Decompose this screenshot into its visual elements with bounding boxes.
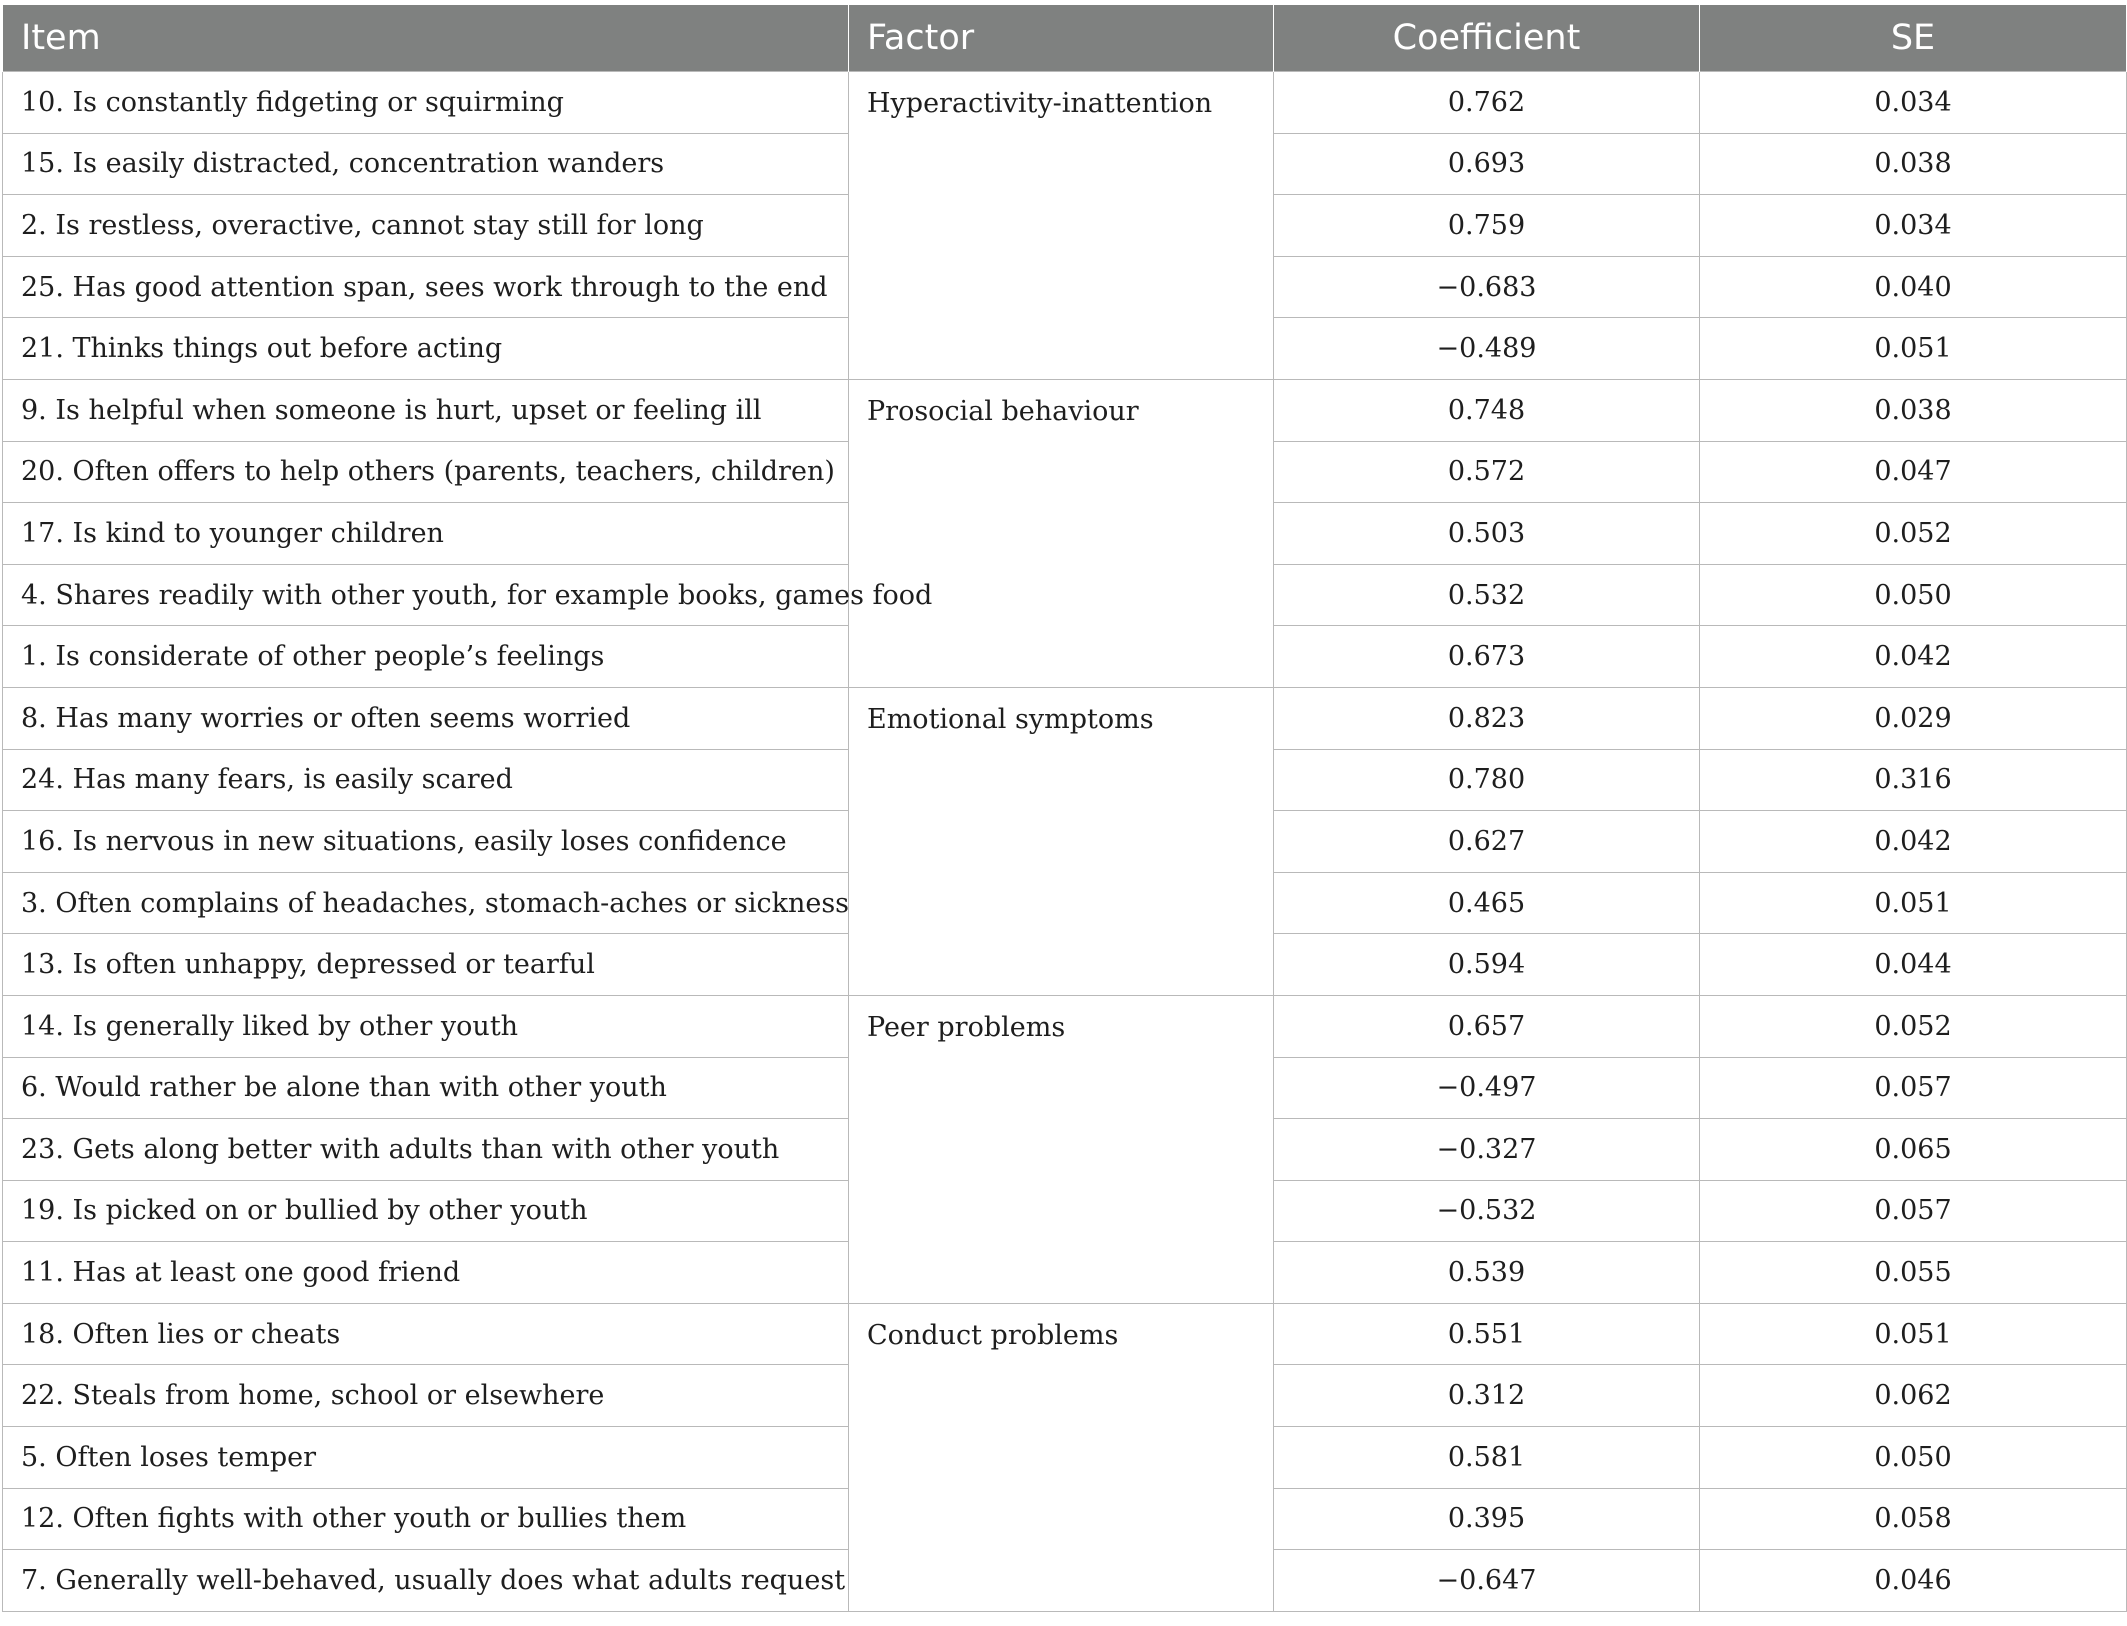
- coefficient-cell: 0.780: [1274, 749, 1700, 811]
- item-cell: 9. Is helpful when someone is hurt, upset or feeling ill: [3, 379, 849, 441]
- item-cell: 2. Is restless, overactive, cannot stay still for long: [3, 195, 849, 257]
- header-item: Item: [3, 5, 849, 72]
- item-cell: 13. Is often unhappy, depressed or tearful: [3, 934, 849, 996]
- item-cell: 6. Would rather be alone than with other youth: [3, 1057, 849, 1119]
- se-cell: 0.316: [1700, 749, 2127, 811]
- coefficient-cell: 0.312: [1274, 1365, 1700, 1427]
- item-cell: 5. Often loses temper: [3, 1427, 849, 1489]
- coefficient-cell: −0.683: [1274, 256, 1700, 318]
- item-cell: 4. Shares readily with other youth, for example books, games food: [3, 564, 849, 626]
- item-cell: 8. Has many worries or often seems worried: [3, 687, 849, 749]
- se-cell: 0.050: [1700, 1427, 2127, 1489]
- se-cell: 0.046: [1700, 1550, 2127, 1612]
- factor-cell: Peer problems: [849, 995, 1274, 1303]
- item-cell: 23. Gets along better with adults than with other youth: [3, 1119, 849, 1181]
- item-cell: 1. Is considerate of other people’s feelings: [3, 626, 849, 688]
- item-cell: 24. Has many fears, is easily scared: [3, 749, 849, 811]
- coefficient-cell: 0.395: [1274, 1488, 1700, 1550]
- item-cell: 19. Is picked on or bullied by other youth: [3, 1180, 849, 1242]
- table-row: [3, 1303, 2127, 1365]
- coefficient-cell: 0.627: [1274, 811, 1700, 873]
- se-cell: 0.062: [1700, 1365, 2127, 1427]
- item-cell: 15. Is easily distracted, concentration wanders: [3, 133, 849, 195]
- item-cell: 11. Has at least one good friend: [3, 1242, 849, 1304]
- table-row: [3, 687, 2127, 749]
- se-cell: 0.040: [1700, 256, 2127, 318]
- coefficient-cell: 0.551: [1274, 1303, 1700, 1365]
- se-cell: 0.051: [1700, 1303, 2127, 1365]
- coefficient-cell: 0.693: [1274, 133, 1700, 195]
- header-se: SE: [1700, 5, 2127, 72]
- se-cell: 0.047: [1700, 441, 2127, 503]
- coefficient-cell: 0.759: [1274, 195, 1700, 257]
- table-row: [3, 379, 2127, 441]
- header-row: [3, 5, 2127, 72]
- coefficient-cell: 0.594: [1274, 934, 1700, 996]
- item-cell: 20. Often offers to help others (parents, teachers, children): [3, 441, 849, 503]
- item-cell: 17. Is kind to younger children: [3, 503, 849, 565]
- coefficient-cell: 0.673: [1274, 626, 1700, 688]
- coefficient-cell: 0.581: [1274, 1427, 1700, 1489]
- item-cell: 18. Often lies or cheats: [3, 1303, 849, 1365]
- coefficient-cell: 0.748: [1274, 379, 1700, 441]
- coefficient-cell: 0.762: [1274, 72, 1700, 134]
- coefficient-cell: −0.497: [1274, 1057, 1700, 1119]
- se-cell: 0.051: [1700, 318, 2127, 380]
- coefficient-cell: 0.572: [1274, 441, 1700, 503]
- item-cell: 21. Thinks things out before acting: [3, 318, 849, 380]
- factor-cell: Conduct problems: [849, 1303, 1274, 1611]
- se-cell: 0.057: [1700, 1180, 2127, 1242]
- item-cell: 25. Has good attention span, sees work through to the end: [3, 256, 849, 318]
- se-cell: 0.052: [1700, 503, 2127, 565]
- item-cell: 14. Is generally liked by other youth: [3, 995, 849, 1057]
- se-cell: 0.029: [1700, 687, 2127, 749]
- coefficient-cell: 0.657: [1274, 995, 1700, 1057]
- table-header: [3, 5, 2127, 72]
- coefficient-cell: 0.465: [1274, 872, 1700, 934]
- se-cell: 0.055: [1700, 1242, 2127, 1304]
- item-cell: 3. Often complains of headaches, stomach-aches or sickness: [3, 872, 849, 934]
- se-cell: 0.051: [1700, 872, 2127, 934]
- factor-cell: Hyperactivity-inattention: [849, 72, 1274, 380]
- coefficient-cell: 0.503: [1274, 503, 1700, 565]
- coefficient-cell: −0.647: [1274, 1550, 1700, 1612]
- factor-cell: Prosocial behaviour: [849, 379, 1274, 687]
- coefficient-cell: −0.327: [1274, 1119, 1700, 1181]
- factor-loadings-table-container: [2, 5, 2126, 1612]
- table-body: [3, 72, 2127, 1612]
- se-cell: 0.044: [1700, 934, 2127, 996]
- table-row: [3, 72, 2127, 134]
- se-cell: 0.050: [1700, 564, 2127, 626]
- factor-cell: Emotional symptoms: [849, 687, 1274, 995]
- se-cell: 0.038: [1700, 133, 2127, 195]
- se-cell: 0.058: [1700, 1488, 2127, 1550]
- se-cell: 0.038: [1700, 379, 2127, 441]
- se-cell: 0.052: [1700, 995, 2127, 1057]
- coefficient-cell: 0.823: [1274, 687, 1700, 749]
- item-cell: 12. Often fights with other youth or bullies them: [3, 1488, 849, 1550]
- se-cell: 0.065: [1700, 1119, 2127, 1181]
- se-cell: 0.042: [1700, 626, 2127, 688]
- coefficient-cell: −0.532: [1274, 1180, 1700, 1242]
- se-cell: 0.042: [1700, 811, 2127, 873]
- item-cell: 22. Steals from home, school or elsewhere: [3, 1365, 849, 1427]
- table-row: [3, 995, 2127, 1057]
- coefficient-cell: 0.532: [1274, 564, 1700, 626]
- coefficient-cell: −0.489: [1274, 318, 1700, 380]
- item-cell: 10. Is constantly fidgeting or squirming: [3, 72, 849, 134]
- item-cell: 7. Generally well-behaved, usually does what adults request: [3, 1550, 849, 1612]
- header-factor: Factor: [849, 5, 1274, 72]
- item-cell: 16. Is nervous in new situations, easily loses confidence: [3, 811, 849, 873]
- se-cell: 0.034: [1700, 72, 2127, 134]
- header-coefficient: Coefficient: [1274, 5, 1700, 72]
- coefficient-cell: 0.539: [1274, 1242, 1700, 1304]
- se-cell: 0.057: [1700, 1057, 2127, 1119]
- factor-loadings-table: [2, 5, 2127, 1612]
- se-cell: 0.034: [1700, 195, 2127, 257]
